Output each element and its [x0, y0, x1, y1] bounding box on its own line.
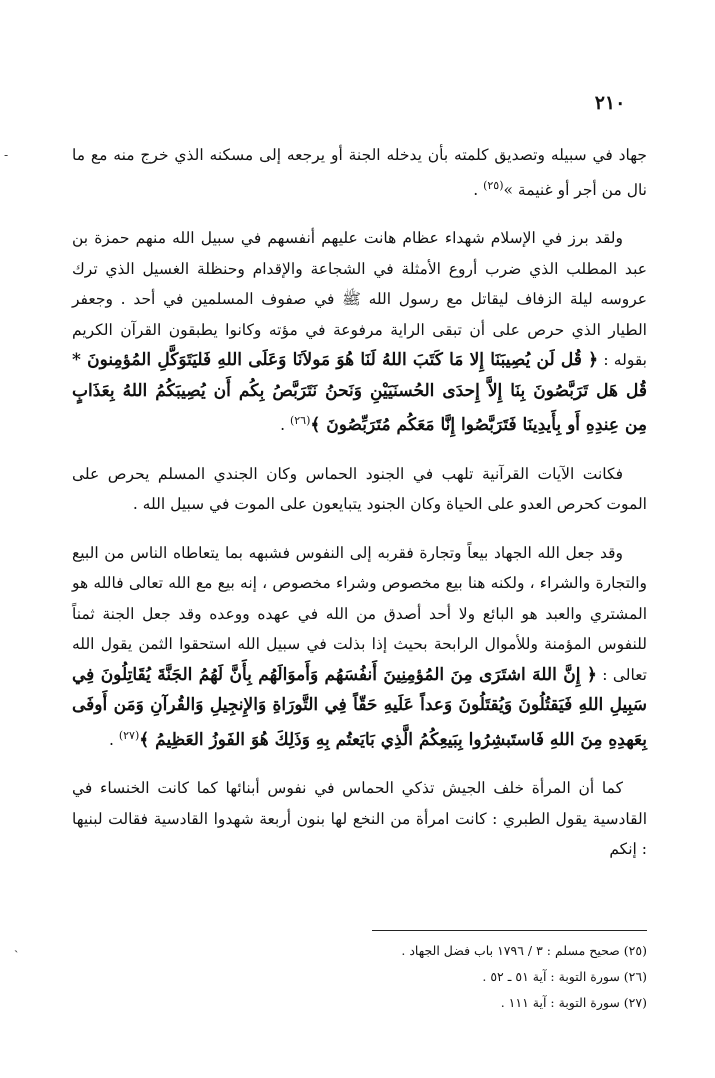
- margin-mark-bottom: ˎ: [14, 939, 19, 954]
- paragraph-text: .: [280, 416, 290, 435]
- paragraph: [72, 538, 647, 756]
- footnote-reference: (٢٧): [118, 728, 140, 742]
- paragraph: [72, 773, 647, 865]
- paragraph-text: ولقد برز في الإسلام شهداء عظام هانت عليهم أنفسهم في سبيل الله منهم حمزة بن عبد المطلب الذي ضرب أروع الأمثلة في الشجاعة والإقدام وحنظلة الغسيل الذي ترك عروسه ليلة الزفاف ليقاتل مع رسول الله ﷺ في صفوف المسلمين في أحد . وجعفر الطيار الذي حرص على أن تبقى الراية مرفوعة في مؤته وكانوا يطبقون القرآن الكريم بقوله :: [72, 229, 647, 370]
- footnote-number: (٢٦): [623, 969, 647, 984]
- margin-mark-top: ˗: [4, 148, 9, 163]
- footnote-reference: (٢٦): [289, 414, 311, 428]
- paragraph: [72, 459, 647, 520]
- footnotes: [72, 938, 647, 1016]
- footnote-number: (٢٧): [623, 995, 647, 1010]
- quran-verse: ﴿ إِنَّ اللهَ اشتَرَى مِنَ المُؤمِنِينَ أَنفُسَهُم وَأَموَالَهُم بِأَنَّ لَهُمُ الجَنَّةَ يُقَاتِلُونَ فِي سَبِيلِ اللهِ فَيَقتُلُونَ وَيُقتَلُونَ وَعداً عَلَيهِ حَقّاً فِي التَّورَاةِ وَالإِنجِيلِ وَالقُرآنِ وَمَن أَوفَى بِعَهدِهِ مِنَ اللهِ فَاستَبشِرُوا بِبَيعِكُمُ الَّذِي بَايَعتُم بِهِ وَذَلِكَ هُوَ الفَوزُ العَظِيمُ ﴾: [72, 664, 647, 750]
- paragraph-text: جهاد في سبيله وتصديق كلمته بأن يدخله الجنة أو يرجعه إلى مسكنه الذي خرج منه مع ما نال من أجر أو غنيمة »: [72, 146, 647, 199]
- footnote-item: [72, 938, 647, 964]
- footnote-divider: [372, 930, 647, 931]
- footnote-text: سورة التوبة : آية ١١١ .: [500, 995, 620, 1010]
- footnote-text: سورة التوبة : آية ٥١ ـ ٥٢ .: [482, 969, 620, 984]
- paragraph-text: فكانت الآيات القرآنية تلهب في الجنود الحماس وكان الجندي المسلم يحرص على الموت كحرص العدو على الحياة وكان الجنود يتبايعون على الموت في سبيل الله .: [72, 464, 647, 514]
- footnote-text: صحيح مسلم : ٣ / ١٧٩٦ باب فضل الجهاد .: [401, 943, 620, 958]
- main-text: [72, 140, 647, 883]
- paragraph: [72, 140, 647, 205]
- footnote-item: [72, 964, 647, 990]
- paragraph-text: .: [108, 730, 119, 749]
- page-number: ٢١٠: [594, 92, 626, 114]
- footnote-number: (٢٥): [623, 943, 647, 958]
- paragraph-text: .: [473, 180, 484, 199]
- paragraph-text: كما أن المرأة خلف الجيش تذكي الحماس في نفوس أبنائها كما كانت الخنساء في القادسية يقول الطبري : كانت امرأة من النخع لها بنون أربعة شهدوا القادسية فقالت لبنيها : إنكم: [72, 779, 647, 859]
- footnote-reference: (٢٥): [483, 178, 504, 192]
- paragraph-text: وقد جعل الله الجهاد بيعاً وتجارة فقربه إلى النفوس فشبهه بما يتعاطاه الناس من البيع والتجارة والشراء ، ولكنه هنا بيع مخصوص وشراء مخصوص ، إنه بيع مع الله تعالى فالله هو المشتري والعبد هو البائع ولا أحد أصدق من الله في عهده ووعده وقد جعل الجنة ثمناً للنفوس المؤمنة وللأموال الرابحة بحيث إذا بذلت في سبيل الله استحقوا الثمن يقول الله تعالى :: [72, 543, 647, 684]
- footnote-item: [72, 990, 647, 1016]
- paragraph: [72, 223, 647, 441]
- quran-verse: ﴿ قُل لَن يُصِيبَنَا إِلا مَا كَتَبَ اللهُ لَنَا هُوَ مَولاَنَا وَعَلَى اللهِ فَليَتَوَكَّلِ المُؤمِنونَ * قُل هَل تَرَبَّصُونَ بِنَا إِلاَّ إِحدَى الحُسنَيَيْنِ وَنَحنُ نَتَرَبَّصُ بِكُم أَن يُصِيبَكُمُ اللهُ بِعَذَابٍ مِن عِندِهِ أَو بِأَيدِينَا فَتَرَبَّصُوا إِنَّا مَعَكُم مُتَرَبِّصُونَ ﴾: [72, 350, 647, 436]
